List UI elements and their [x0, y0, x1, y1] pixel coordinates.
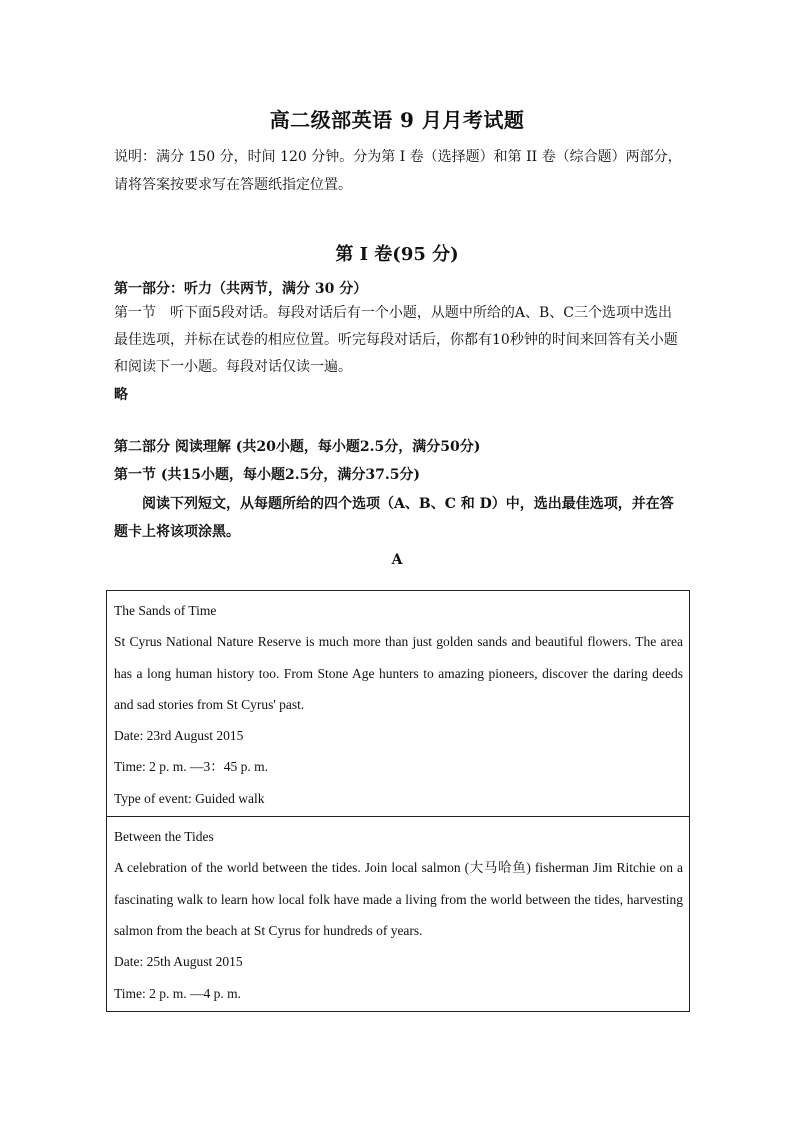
event-time: Time: 2 p. m. —4 p. m.: [114, 985, 242, 1001]
volume-1-title: 第 I 卷(95 分): [335, 244, 459, 265]
event-description: A celebration of the world between the tides. Join local salmon (大马哈鱼) fisherman Jim Ritchie on a fascinating walk to learn how local folk have made a living from the world between the tides, harvesting salmon from the beach at St Cyrus for hundreds of years.: [114, 860, 683, 938]
part2-heading: 第二部分 阅读理解 (共20小题，每小题2.5分，满分50分): [114, 439, 481, 455]
event-date: Date: 23rd August 2015: [114, 728, 244, 744]
passage-label: A: [391, 552, 403, 568]
event-between-the-tides: [107, 816, 689, 1011]
event-title: The Sands of Time: [114, 603, 217, 618]
exam-note: 说明：满分 150 分，时间 120 分钟。分为第 I 卷（选择题）和第 II 卷（综合题）两部分，请将答案按要求写在答题纸指定位置。: [114, 149, 682, 193]
part1-omitted: 略: [114, 387, 128, 403]
event-date: Date: 25th August 2015: [114, 954, 243, 970]
part1-heading: 第一部分：听力（共两节，满分 30 分）: [114, 281, 368, 297]
events-table: [106, 590, 690, 1012]
part2-instruction: 阅读下列短文，从每题所给的四个选项（A、B、C 和 D）中，选出最佳选项，并在答题卡上将该项涂黑。: [114, 496, 674, 540]
event-type: Type of event: Guided walk: [114, 790, 265, 806]
event-time: Time: 2 p. m. —3：45 p. m.: [114, 759, 269, 775]
event-description: St Cyrus National Nature Reserve is much more than just golden sands and beautiful flowers. The area has a long human history too. From Stone Age hunters to amazing pioneers, discover the daring deeds and sad stories from St Cyrus' past.: [114, 634, 683, 712]
part2-section-heading: 第一节 (共15小题，每小题2.5分，满分37.5分): [114, 467, 421, 483]
part1-instruction: 第一节 听下面5段对话。每段对话后有一个小题，从题中所给的A、B、C三个选项中选出最佳选项，并标在试卷的相应位置。听完每段对话后，你都有10秒钟的时间来回答有关小题和阅读下一小题。每段对话仅读一遍。: [114, 305, 678, 375]
event-sands-of-time: [107, 591, 689, 816]
event-title: Between the Tides: [114, 829, 214, 845]
exam-title: 高二级部英语 9 月月考试题: [269, 108, 525, 132]
